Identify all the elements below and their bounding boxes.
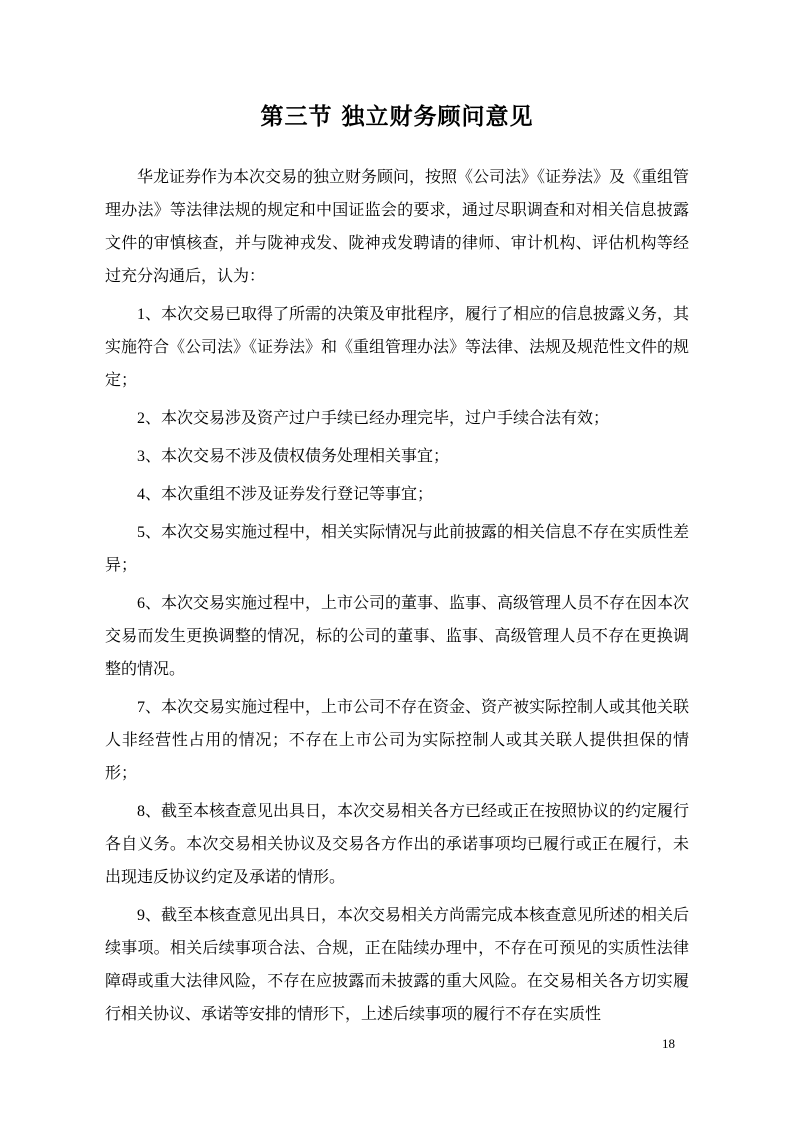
section-title: 第三节 独立财务顾问意见 [260,104,534,130]
opinion-item-5: 5、本次交易实施过程中，相关实际情况与此前披露的相关信息不存在实质性差异； [105,524,690,574]
intro-paragraph: 华龙证券作为本次交易的独立财务顾问，按照《公司法》《证券法》及《重组管理办法》等法律法规的规定和中国证监会的要求，通过尽职调查和对相关信息披露文件的审慎核查，并与陇神戎发、陇神戎发聘请的律师、审计机构、评估机构等经过充分沟通后，认为： [105,169,690,285]
opinion-item-1: 1、本次交易已取得了所需的决策及审批程序，履行了相应的信息披露义务，其实施符合《公司法》《证券法》和《重组管理办法》等法律、法规及规范性文件的规定； [105,306,690,389]
opinion-item-6: 6、本次交易实施过程中，上市公司的董事、监事、高级管理人员不存在因本次交易而发生更换调整的情况，标的公司的董事、监事、高级管理人员不存在更换调整的情况。 [105,595,690,678]
opinion-item-9: 9、截至本核查意见出具日，本次交易相关方尚需完成本核查意见所述的相关后续事项。相关后续事项合法、合规，正在陆续办理中，不存在可预见的实质性法律障碍或重大法律风险，不存在应披露而未披露的重大风险。在交易相关各方切实履行相关协议、承诺等安排的情形下，上述后续事项的履行不存在实质性 [105,907,690,1023]
document-content [105,100,689,1036]
opinion-item-8: 8、截至本核查意见出具日，本次交易相关各方已经或正在按照协议的约定履行各自义务。本次交易相关协议及交易各方作出的承诺事项均已履行或正在履行，未出现违反协议约定及承诺的情形。 [105,803,690,886]
opinion-item-7: 7、本次交易实施过程中，上市公司不存在资金、资产被实际控制人或其他关联人非经营性占用的情况；不存在上市公司为实际控制人或其关联人提供担保的情形； [105,699,690,782]
page-number: 18 [662,1036,675,1051]
opinion-item-2: 2、本次交易涉及资产过户手续已经办理完毕，过户手续合法有效； [137,410,610,427]
opinion-item-3: 3、本次交易不涉及债权债务处理相关事宜； [137,448,450,465]
opinion-item-4: 4、本次重组不涉及证券发行登记等事宜； [137,486,434,503]
